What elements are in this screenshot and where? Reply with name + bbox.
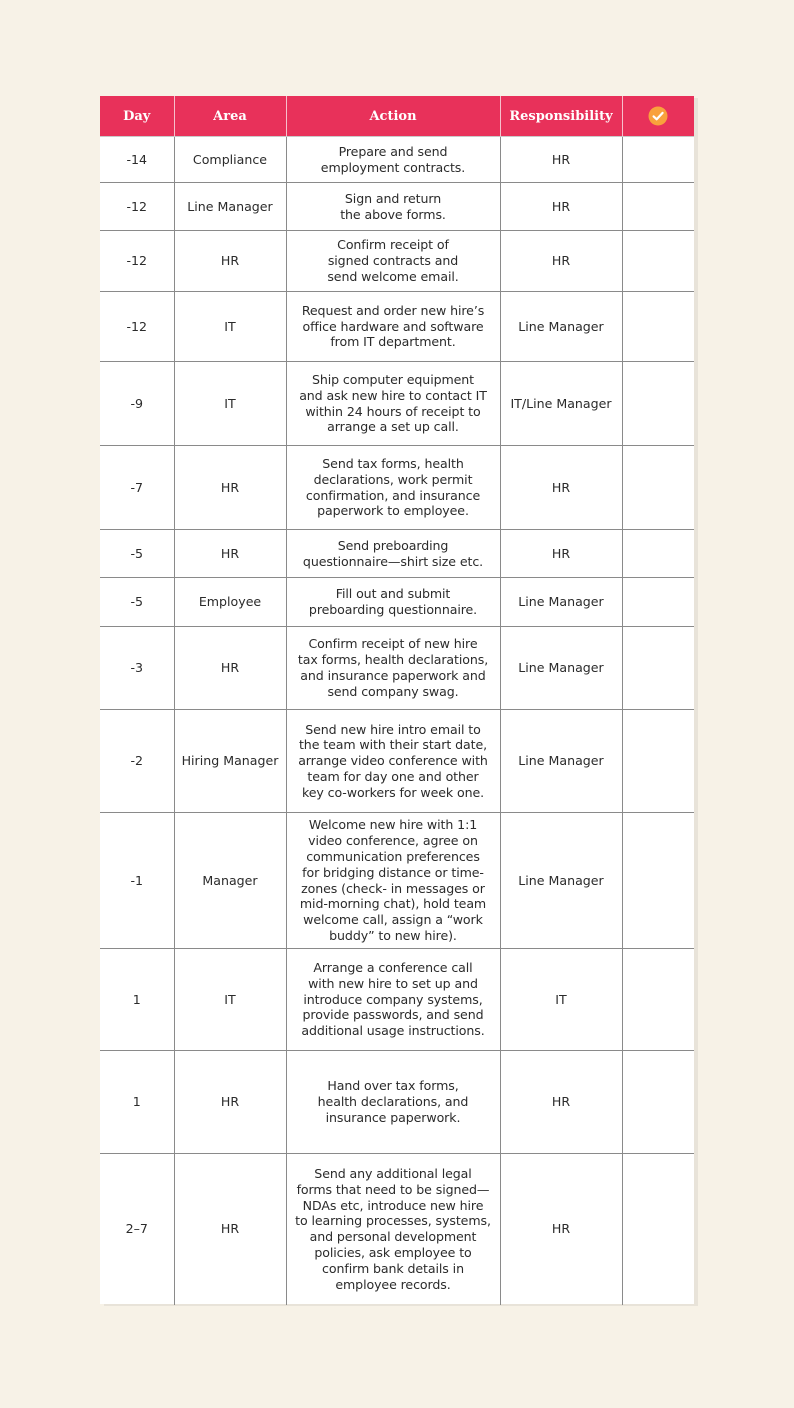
- table-header-row: [100, 96, 694, 137]
- action-cell: Ship computer equipment and ask new hire to contact IT within 24 hours of receipt to arrange a set up call.: [286, 362, 500, 446]
- table-row: [100, 578, 694, 627]
- day-cell: -12: [100, 231, 174, 292]
- table-row: [100, 813, 694, 949]
- day-cell: 1: [100, 1051, 174, 1154]
- area-cell: IT: [174, 292, 286, 362]
- action-cell: Welcome new hire with 1:1 video conference, agree on communication preferences for bridging distance or time- zones (check- in messages or mid-morning chat), hold team welcome call, assign a “work buddy” to new hire).: [286, 813, 500, 949]
- area-cell: Manager: [174, 813, 286, 949]
- day-cell: -5: [100, 530, 174, 578]
- responsibility-cell: HR: [500, 446, 622, 530]
- day-cell: -5: [100, 578, 174, 627]
- responsibility-cell: IT/Line Manager: [500, 362, 622, 446]
- table-row: [100, 292, 694, 362]
- responsibility-cell: Line Manager: [500, 578, 622, 627]
- table-row: [100, 1154, 694, 1305]
- responsibility-cell: IT: [500, 949, 622, 1051]
- responsibility-cell: Line Manager: [500, 710, 622, 813]
- day-cell: -1: [100, 813, 174, 949]
- done-checkbox-cell[interactable]: [622, 949, 694, 1051]
- action-cell: Send tax forms, health declarations, work permit confirmation, and insurance paperwork to employee.: [286, 446, 500, 530]
- column-header-area: Area: [174, 96, 286, 137]
- column-header-done: [622, 96, 694, 137]
- done-checkbox-cell[interactable]: [622, 183, 694, 231]
- table-row: [100, 446, 694, 530]
- onboarding-checklist-sheet: [100, 96, 694, 1304]
- area-cell: Compliance: [174, 137, 286, 183]
- responsibility-cell: Line Manager: [500, 813, 622, 949]
- action-cell: Request and order new hire’s office hardware and software from IT department.: [286, 292, 500, 362]
- table-row: [100, 1051, 694, 1154]
- column-header-action: Action: [286, 96, 500, 137]
- area-cell: HR: [174, 1154, 286, 1305]
- action-cell: Confirm receipt of new hire tax forms, health declarations, and insurance paperwork and send company swag.: [286, 627, 500, 710]
- action-cell: Arrange a conference call with new hire to set up and introduce company systems, provide passwords, and send additional usage instructions.: [286, 949, 500, 1051]
- area-cell: IT: [174, 949, 286, 1051]
- day-cell: -14: [100, 137, 174, 183]
- table-row: [100, 362, 694, 446]
- table-row: [100, 183, 694, 231]
- area-cell: Hiring Manager: [174, 710, 286, 813]
- table-row: [100, 231, 694, 292]
- responsibility-cell: HR: [500, 1051, 622, 1154]
- responsibility-cell: HR: [500, 1154, 622, 1305]
- day-cell: -12: [100, 292, 174, 362]
- column-header-responsibility: Responsibility: [500, 96, 622, 137]
- day-cell: 2–7: [100, 1154, 174, 1305]
- action-cell: Sign and return the above forms.: [286, 183, 500, 231]
- area-cell: HR: [174, 1051, 286, 1154]
- done-checkbox-cell[interactable]: [622, 813, 694, 949]
- table-row: [100, 627, 694, 710]
- day-cell: -9: [100, 362, 174, 446]
- table-row: [100, 530, 694, 578]
- responsibility-cell: Line Manager: [500, 292, 622, 362]
- done-checkbox-cell[interactable]: [622, 231, 694, 292]
- table-row: [100, 710, 694, 813]
- check-circle-icon: [648, 106, 668, 126]
- action-cell: Send any additional legal forms that need to be signed— NDAs etc, introduce new hire to learning processes, systems, and personal development policies, ask employee to confirm bank details in employee records.: [286, 1154, 500, 1305]
- area-cell: HR: [174, 446, 286, 530]
- done-checkbox-cell[interactable]: [622, 362, 694, 446]
- action-cell: Hand over tax forms, health declarations, and insurance paperwork.: [286, 1051, 500, 1154]
- area-cell: HR: [174, 530, 286, 578]
- table-row: [100, 137, 694, 183]
- done-checkbox-cell[interactable]: [622, 627, 694, 710]
- day-cell: -2: [100, 710, 174, 813]
- action-cell: Fill out and submit preboarding questionnaire.: [286, 578, 500, 627]
- done-checkbox-cell[interactable]: [622, 710, 694, 813]
- area-cell: Employee: [174, 578, 286, 627]
- area-cell: IT: [174, 362, 286, 446]
- table-row: [100, 949, 694, 1051]
- day-cell: -12: [100, 183, 174, 231]
- done-checkbox-cell[interactable]: [622, 1154, 694, 1305]
- done-checkbox-cell[interactable]: [622, 530, 694, 578]
- day-cell: -3: [100, 627, 174, 710]
- column-header-day: Day: [100, 96, 174, 137]
- responsibility-cell: HR: [500, 183, 622, 231]
- area-cell: Line Manager: [174, 183, 286, 231]
- day-cell: -7: [100, 446, 174, 530]
- done-checkbox-cell[interactable]: [622, 446, 694, 530]
- day-cell: 1: [100, 949, 174, 1051]
- responsibility-cell: HR: [500, 231, 622, 292]
- responsibility-cell: Line Manager: [500, 627, 622, 710]
- responsibility-cell: HR: [500, 137, 622, 183]
- done-checkbox-cell[interactable]: [622, 137, 694, 183]
- action-cell: Confirm receipt of signed contracts and send welcome email.: [286, 231, 500, 292]
- action-cell: Prepare and send employment contracts.: [286, 137, 500, 183]
- area-cell: HR: [174, 627, 286, 710]
- done-checkbox-cell[interactable]: [622, 292, 694, 362]
- responsibility-cell: HR: [500, 530, 622, 578]
- action-cell: Send preboarding questionnaire—shirt size etc.: [286, 530, 500, 578]
- area-cell: HR: [174, 231, 286, 292]
- action-cell: Send new hire intro email to the team with their start date, arrange video conference with team for day one and other key co-workers for week one.: [286, 710, 500, 813]
- done-checkbox-cell[interactable]: [622, 578, 694, 627]
- done-checkbox-cell[interactable]: [622, 1051, 694, 1154]
- onboarding-checklist-table: [100, 96, 694, 1305]
